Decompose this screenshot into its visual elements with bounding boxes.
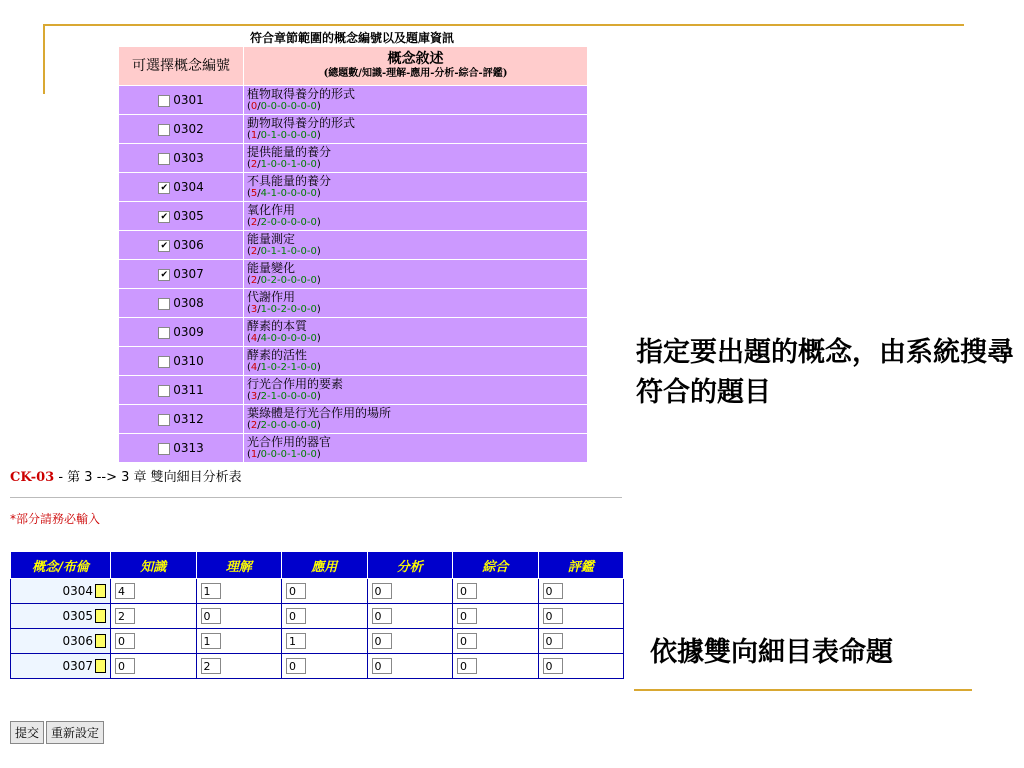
concept-row [119, 202, 588, 231]
concept-id: 0312 [173, 412, 204, 426]
concept-desc-cell [244, 434, 588, 463]
spec-value-cell [538, 579, 624, 604]
concept-checkbox[interactable]: ✔ [158, 269, 170, 281]
concept-row [119, 115, 588, 144]
concept-id: 0305 [173, 209, 204, 223]
spec-value-cell [453, 629, 539, 654]
concept-id: 0311 [173, 383, 204, 397]
spec-value-cell [282, 604, 368, 629]
spec-value-input[interactable] [543, 633, 563, 649]
concept-row [119, 260, 588, 289]
concept-name: 光合作用的器官 [247, 435, 332, 449]
spec-value-cell [196, 654, 282, 679]
concept-desc-cell [244, 115, 588, 144]
concept-checkbox[interactable]: ✔ [158, 211, 170, 223]
concept-id: 0307 [173, 267, 204, 281]
concept-name: 酵素的本質 [247, 319, 308, 333]
spec-value-input[interactable] [372, 633, 392, 649]
spec-row-id: 0306 [62, 633, 93, 648]
column-header-desc-sub: (總題數/知識-理解-應用-分析-綜合-評鑑) [323, 68, 508, 79]
spec-value-cell [538, 629, 624, 654]
concept-stats: (2/1-0-0-1-0-0) [247, 159, 321, 170]
spec-value-cell [538, 654, 624, 679]
concept-row [119, 86, 588, 115]
spec-row-id-cell [11, 654, 111, 679]
concept-dist: 1-0-2-1-0-0 [260, 362, 317, 373]
spec-row [11, 654, 624, 679]
annotation-select-concepts: 指定要出題的概念，由系統搜尋符合的題目 [636, 337, 1014, 408]
ck-caption [10, 466, 242, 485]
concept-table-title: 符合章節範圍的概念編號以及題庫資訊 [249, 31, 454, 45]
spec-row-id-cell [11, 629, 111, 654]
spec-value-input[interactable] [115, 608, 135, 624]
submit-button[interactable]: 提交 [10, 721, 44, 744]
spec-value-input[interactable] [286, 658, 306, 674]
concept-id-cell [119, 376, 244, 405]
ck-separator: - [54, 470, 68, 485]
concept-name: 酵素的活性 [247, 348, 308, 362]
concept-id: 0306 [173, 238, 204, 252]
concept-id-cell [119, 318, 244, 347]
spec-value-input[interactable] [286, 633, 306, 649]
concept-rows [119, 86, 588, 463]
concept-id: 0301 [173, 93, 204, 107]
annotation-spec-table: 依據雙向細目表命題 [650, 637, 893, 668]
concept-row [119, 318, 588, 347]
concept-id-cell [119, 115, 244, 144]
concept-id: 0309 [173, 325, 204, 339]
concept-checkbox[interactable] [158, 356, 170, 368]
concept-desc-cell [244, 144, 588, 173]
concept-id-cell [119, 405, 244, 434]
concept-name: 能量變化 [247, 261, 296, 275]
concept-total: 3 [250, 304, 258, 315]
concept-row [119, 231, 588, 260]
concept-id-cell [119, 144, 244, 173]
spec-row [11, 579, 624, 604]
concept-id-cell [119, 347, 244, 376]
spec-row-id: 0307 [62, 658, 93, 673]
spec-value-input[interactable] [201, 583, 221, 599]
concept-desc-cell [244, 376, 588, 405]
spec-table-body [11, 579, 624, 679]
spec-value-cell [367, 654, 453, 679]
document-icon[interactable] [95, 659, 106, 673]
spec-row-id: 0304 [62, 583, 93, 598]
spec-header-cell: 概念/布倫 [11, 552, 111, 579]
concept-id: 0302 [173, 122, 204, 136]
document-icon[interactable] [95, 634, 106, 648]
concept-id-cell [119, 260, 244, 289]
spec-value-input[interactable] [115, 633, 135, 649]
concept-desc-cell [244, 289, 588, 318]
concept-total: 2 [250, 246, 258, 257]
concept-dist: 4-0-0-0-0-0 [260, 333, 317, 344]
spec-value-cell [196, 604, 282, 629]
concept-stats: (0/0-0-0-0-0-0) [247, 101, 321, 112]
spec-header-cell: 知識 [111, 552, 197, 579]
concept-checkbox[interactable] [158, 414, 170, 426]
concept-stats: (3/1-0-2-0-0-0) [247, 304, 321, 315]
concept-dist: 0-1-0-0-0-0 [260, 130, 317, 141]
concept-id-cell [119, 173, 244, 202]
spec-row-id-cell [11, 579, 111, 604]
spec-value-input[interactable] [286, 608, 306, 624]
column-header-desc-title: 概念敘述 [387, 51, 444, 67]
concept-name: 氧化作用 [247, 203, 296, 217]
concept-table-header [119, 47, 588, 86]
spec-value-cell [111, 629, 197, 654]
spec-row-id: 0305 [62, 608, 93, 623]
concept-checkbox[interactable] [158, 95, 170, 107]
concept-total: 1 [250, 449, 258, 460]
concept-stats: (4/1-0-2-1-0-0) [247, 362, 321, 373]
required-note: *部分請務必輸入 [10, 512, 101, 526]
concept-total: 2 [250, 275, 258, 286]
concept-id: 0310 [173, 354, 204, 368]
concept-row [119, 144, 588, 173]
concept-total: 2 [250, 159, 258, 170]
spec-value-input[interactable] [457, 583, 477, 599]
spec-value-cell [453, 654, 539, 679]
column-header-desc [244, 47, 588, 86]
concept-total: 1 [250, 130, 258, 141]
concept-id: 0304 [173, 180, 204, 194]
concept-desc-cell [244, 260, 588, 289]
spec-value-input[interactable] [286, 583, 306, 599]
concept-name: 不具能量的養分 [247, 174, 332, 188]
ck-code: CK-03 [10, 470, 55, 485]
top-accent-line [44, 24, 964, 26]
concept-stats: (2/0-1-1-0-0-0) [247, 246, 321, 257]
concept-name: 動物取得養分的形式 [247, 116, 356, 130]
concept-checkbox[interactable] [158, 124, 170, 136]
concept-id: 0313 [173, 441, 204, 455]
concept-name: 能量測定 [247, 232, 296, 246]
concept-total: 2 [250, 420, 258, 431]
bottom-accent-line [634, 689, 972, 691]
spec-value-input[interactable] [543, 658, 563, 674]
concept-row [119, 376, 588, 405]
spec-value-input[interactable] [543, 583, 563, 599]
spec-value-input[interactable] [201, 658, 221, 674]
concept-id-cell [119, 86, 244, 115]
concept-name: 提供能量的養分 [247, 145, 332, 159]
spec-value-input[interactable] [457, 658, 477, 674]
concept-checkbox[interactable] [158, 443, 170, 455]
concept-total: 4 [250, 333, 258, 344]
concept-checkbox[interactable] [158, 298, 170, 310]
concept-desc-cell [244, 231, 588, 260]
concept-checkbox[interactable] [158, 385, 170, 397]
spec-table [10, 551, 624, 679]
spec-row-id-cell [11, 604, 111, 629]
document-icon[interactable] [95, 584, 106, 598]
concept-id: 0303 [173, 151, 204, 165]
spec-value-input[interactable] [457, 608, 477, 624]
spec-value-input[interactable] [115, 583, 135, 599]
spec-value-cell [282, 654, 368, 679]
spec-value-input[interactable] [372, 583, 392, 599]
concept-id-cell [119, 202, 244, 231]
spec-value-input[interactable] [201, 633, 221, 649]
spec-header-cell: 分析 [367, 552, 453, 579]
spec-value-cell [111, 604, 197, 629]
concept-stats: (1/0-0-0-1-0-0) [247, 449, 321, 460]
concept-name: 葉綠體是行光合作用的場所 [247, 406, 392, 420]
column-header-id: 可選擇概念編號 [119, 47, 244, 86]
document-icon[interactable] [95, 609, 106, 623]
ck-text: 第 3 --> 3 章 雙向細目分析表 [67, 470, 242, 485]
form-buttons [10, 721, 106, 744]
concept-total: 5 [250, 188, 258, 199]
concept-desc-cell [244, 202, 588, 231]
concept-total: 0 [250, 101, 258, 112]
spec-value-cell [538, 604, 624, 629]
spec-value-input[interactable] [457, 633, 477, 649]
spec-value-cell [367, 604, 453, 629]
concept-stats: (2/2-0-0-0-0-0) [247, 420, 321, 431]
spec-value-cell [196, 579, 282, 604]
concept-dist: 4-1-0-0-0-0 [260, 188, 317, 199]
spec-value-cell [453, 604, 539, 629]
concept-dist: 1-0-2-0-0-0 [260, 304, 317, 315]
concept-dist: 2-1-0-0-0-0 [260, 391, 317, 402]
spec-row [11, 629, 624, 654]
concept-dist: 0-2-0-0-0-0 [260, 275, 317, 286]
concept-dist: 0-0-0-0-0-0 [260, 101, 317, 112]
spec-value-input[interactable] [115, 658, 135, 674]
spec-header-cell: 評鑑 [538, 552, 624, 579]
left-accent-line [43, 24, 45, 94]
spec-header-cell: 理解 [196, 552, 282, 579]
concept-dist: 0-0-0-1-0-0 [260, 449, 317, 460]
spec-table-header [11, 552, 624, 579]
concept-id-cell [119, 289, 244, 318]
concept-row [119, 173, 588, 202]
spec-value-cell [111, 579, 197, 604]
concept-row [119, 434, 588, 463]
concept-stats: (1/0-1-0-0-0-0) [247, 130, 321, 141]
concept-checkbox[interactable]: ✔ [158, 182, 170, 194]
concept-stats: (2/0-2-0-0-0-0) [247, 275, 321, 286]
concept-total: 3 [250, 391, 258, 402]
concept-stats: (5/4-1-0-0-0-0) [247, 188, 321, 199]
spec-value-cell [282, 579, 368, 604]
concept-id-cell [119, 434, 244, 463]
concept-desc-cell [244, 347, 588, 376]
concept-id-cell [119, 231, 244, 260]
concept-checkbox[interactable] [158, 153, 170, 165]
concept-id: 0308 [173, 296, 204, 310]
concept-desc-cell [244, 318, 588, 347]
divider [10, 497, 622, 498]
concept-checkbox[interactable] [158, 327, 170, 339]
concept-stats: (3/2-1-0-0-0-0) [247, 391, 321, 402]
concept-dist: 2-0-0-0-0-0 [260, 217, 317, 228]
spec-header-cell: 應用 [282, 552, 368, 579]
concept-total: 2 [250, 217, 258, 228]
concept-total: 4 [250, 362, 258, 373]
concept-dist: 0-1-1-0-0-0 [260, 246, 317, 257]
concept-desc-cell [244, 405, 588, 434]
spec-value-input[interactable] [372, 658, 392, 674]
concept-name: 行光合作用的要素 [247, 377, 344, 391]
reset-button[interactable]: 重新設定 [46, 721, 104, 744]
concept-row [119, 405, 588, 434]
spec-value-cell [367, 629, 453, 654]
concept-stats: (4/4-0-0-0-0-0) [247, 333, 321, 344]
spec-value-input[interactable] [372, 608, 392, 624]
concept-checkbox[interactable]: ✔ [158, 240, 170, 252]
spec-value-cell [453, 579, 539, 604]
concept-dist: 2-0-0-0-0-0 [260, 420, 317, 431]
spec-row [11, 604, 624, 629]
spec-value-cell [196, 629, 282, 654]
concept-name: 植物取得養分的形式 [247, 87, 356, 101]
concept-stats: (2/2-0-0-0-0-0) [247, 217, 321, 228]
concept-desc-cell [244, 86, 588, 115]
spec-value-cell [111, 654, 197, 679]
concept-row [119, 289, 588, 318]
concept-name: 代謝作用 [247, 290, 296, 304]
concept-row [119, 347, 588, 376]
spec-value-cell [282, 629, 368, 654]
spec-header-cell: 綜合 [453, 552, 539, 579]
concept-dist: 1-0-0-1-0-0 [260, 159, 317, 170]
spec-value-input[interactable] [201, 608, 221, 624]
concept-table [118, 46, 588, 463]
concept-desc-cell [244, 173, 588, 202]
spec-value-cell [367, 579, 453, 604]
spec-value-input[interactable] [543, 608, 563, 624]
